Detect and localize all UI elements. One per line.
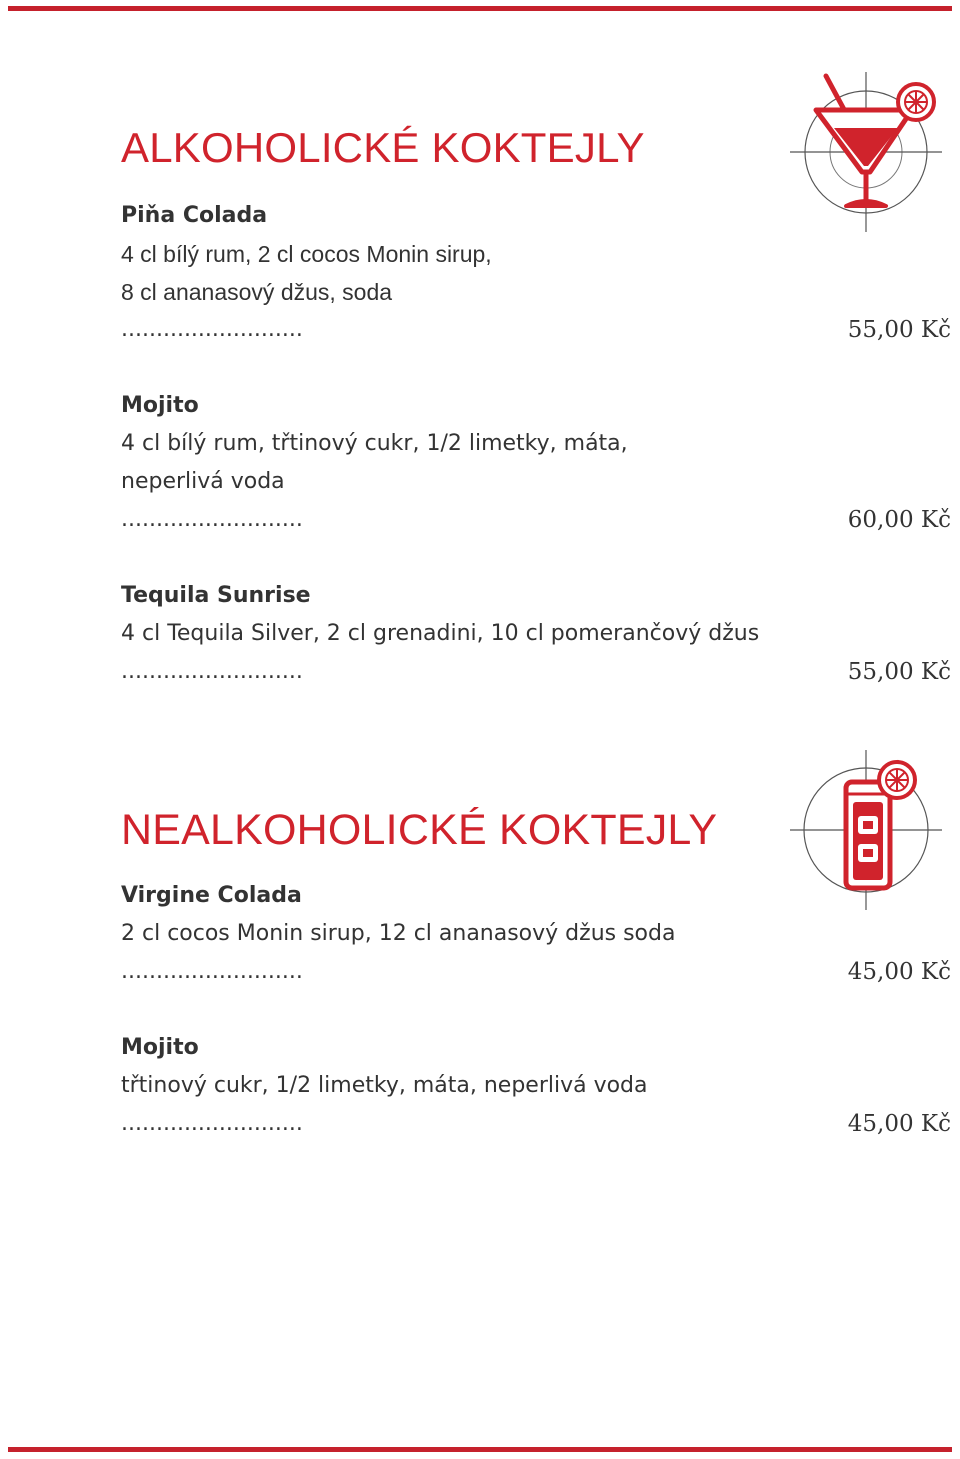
menu-item	[121, 197, 951, 349]
section-title-alcoholic: ALKOHOLICKÉ KOKTEJLY	[121, 124, 645, 171]
section-title-non-alcoholic: NEALKOHOLICKÉ KOKTEJLY	[121, 806, 718, 854]
item-description-line: 2 cl cocos Monin sirup, 12 cl ananasový džus soda	[121, 921, 676, 946]
item-price: 60,00 Kč	[847, 507, 951, 533]
price-row	[121, 653, 951, 691]
price-row	[121, 311, 951, 349]
menu-item	[121, 387, 951, 539]
item-name: Mojito	[121, 1035, 199, 1060]
dot-leader: ..........................	[121, 959, 303, 984]
item-name: Piňa Colada	[121, 203, 268, 228]
item-description-line: 8 cl ananasový džus, soda	[121, 279, 393, 305]
dot-leader: ..........................	[121, 659, 303, 684]
item-description-line: 4 cl bílý rum, třtinový cukr, 1/2 limetky, máta,	[121, 431, 628, 456]
item-description-line: neperlivá voda	[121, 469, 285, 494]
item-price: 45,00 Kč	[847, 1111, 951, 1137]
item-description-line: 4 cl bílý rum, 2 cl cocos Monin sirup,	[121, 241, 492, 267]
price-row	[121, 1105, 951, 1143]
item-description-line: 4 cl Tequila Silver, 2 cl grenadini, 10 cl pomerančový džus	[121, 621, 760, 646]
menu-item	[121, 877, 951, 991]
menu-item	[121, 577, 951, 691]
item-description-line: třtinový cukr, 1/2 limetky, máta, neperlivá voda	[121, 1073, 648, 1098]
item-name: Mojito	[121, 393, 199, 418]
item-name: Virgine Colada	[121, 883, 302, 908]
dot-leader: ..........................	[121, 507, 303, 532]
item-price: 45,00 Kč	[847, 959, 951, 985]
price-row	[121, 501, 951, 539]
price-row	[121, 953, 951, 991]
top-rule	[8, 6, 952, 11]
item-name: Tequila Sunrise	[121, 583, 311, 608]
menu-item	[121, 1029, 951, 1143]
bottom-rule	[8, 1447, 952, 1452]
dot-leader: ..........................	[121, 317, 303, 342]
dot-leader: ..........................	[121, 1111, 303, 1136]
item-price: 55,00 Kč	[847, 317, 951, 343]
item-price: 55,00 Kč	[847, 659, 951, 685]
